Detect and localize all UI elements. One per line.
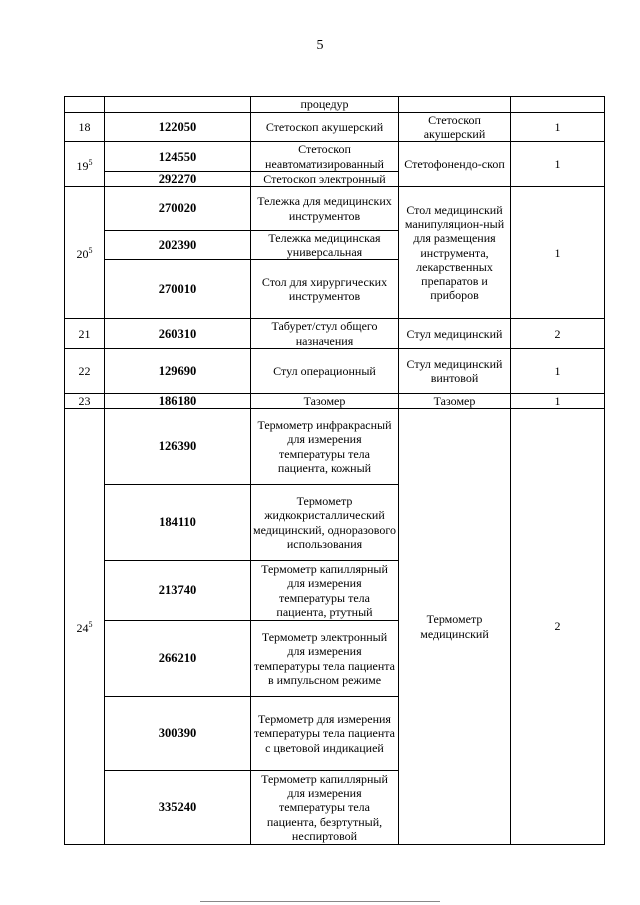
- cell-group: [399, 97, 511, 113]
- footnote-mark: 5: [88, 157, 93, 167]
- cell-num: [65, 142, 105, 187]
- cell-code: 213740: [105, 561, 251, 621]
- cell-qty: [511, 97, 605, 113]
- table-row: [65, 348, 605, 393]
- cell-name: Стетоскоп неавтоматизированный: [251, 142, 399, 171]
- table-row: [65, 319, 605, 348]
- cell-name: Термометр капиллярный для измерения температуры тела пациента, ртутный: [251, 561, 399, 621]
- cell-group: Тазомер: [399, 393, 511, 408]
- row-number: 19: [76, 158, 89, 173]
- cell-group: Стетоскоп акушерский: [399, 113, 511, 142]
- cell-qty: 2: [511, 319, 605, 348]
- footnote-mark: 5: [88, 246, 93, 256]
- cell-group: Стул медицинский винтовой: [399, 348, 511, 393]
- cell-qty: 1: [511, 113, 605, 142]
- cell-group: Стетофонендо-скоп: [399, 142, 511, 187]
- cell-name: Табурет/стул общего назначения: [251, 319, 399, 348]
- cell-code: 129690: [105, 348, 251, 393]
- cell-name: процедур: [251, 97, 399, 113]
- table-row: [65, 97, 605, 113]
- cell-name: Стул операционный: [251, 348, 399, 393]
- cell-name: Тележка для медицинских инструментов: [251, 187, 399, 231]
- cell-code: 300390: [105, 697, 251, 771]
- cell-code: 292270: [105, 171, 251, 186]
- table-row: [65, 187, 605, 231]
- table-row: [65, 142, 605, 171]
- row-number: 24: [76, 620, 89, 635]
- cell-code: 270020: [105, 187, 251, 231]
- cell-name: Термометр для измерения температуры тела пациента с цветовой индикацией: [251, 697, 399, 771]
- cell-group: Стул медицинский: [399, 319, 511, 348]
- page-edge-line: [200, 901, 440, 902]
- table-row: [65, 393, 605, 408]
- cell-qty: 2: [511, 409, 605, 845]
- table-row: [65, 409, 605, 485]
- table-row: [65, 113, 605, 142]
- cell-qty: 1: [511, 393, 605, 408]
- footnote-mark: 5: [88, 619, 93, 629]
- cell-name: Тазомер: [251, 393, 399, 408]
- cell-num: 23: [65, 393, 105, 408]
- cell-qty: 1: [511, 142, 605, 187]
- cell-code: 126390: [105, 409, 251, 485]
- cell-num: [65, 97, 105, 113]
- cell-code: 184110: [105, 485, 251, 561]
- cell-name: Стетоскоп акушерский: [251, 113, 399, 142]
- cell-name: Стетоскоп электронный: [251, 171, 399, 186]
- cell-code: 202390: [105, 231, 251, 260]
- row-number: 20: [76, 247, 89, 262]
- cell-code: 124550: [105, 142, 251, 171]
- cell-num: 18: [65, 113, 105, 142]
- cell-name: Термометр электронный для измерения температуры тела пациента в импульсном режиме: [251, 621, 399, 697]
- cell-code: 266210: [105, 621, 251, 697]
- cell-num: [65, 409, 105, 845]
- cell-name: Термометр жидкокристаллический медицинский, одноразового использования: [251, 485, 399, 561]
- cell-name: Тележка медицинская универсальная: [251, 231, 399, 260]
- page-number: 5: [316, 38, 324, 53]
- cell-group: Стол медицинский манипуляцион-ный для размещения инструмента, лекарственных препаратов и приборов: [399, 187, 511, 319]
- cell-code: 260310: [105, 319, 251, 348]
- cell-num: [65, 187, 105, 319]
- cell-code: [105, 97, 251, 113]
- cell-code: 186180: [105, 393, 251, 408]
- cell-name: Термометр капиллярный для измерения температуры тела пациента, безртутный, неспиртовой: [251, 771, 399, 845]
- equipment-table: [64, 96, 605, 845]
- cell-qty: 1: [511, 187, 605, 319]
- cell-num: 21: [65, 319, 105, 348]
- cell-name: Термометр инфракрасный для измерения температуры тела пациента, кожный: [251, 409, 399, 485]
- cell-name: Стол для хирургических инструментов: [251, 260, 399, 319]
- cell-qty: 1: [511, 348, 605, 393]
- cell-group: Термометр медицинский: [399, 409, 511, 845]
- cell-code: 270010: [105, 260, 251, 319]
- cell-num: 22: [65, 348, 105, 393]
- cell-code: 122050: [105, 113, 251, 142]
- cell-code: 335240: [105, 771, 251, 845]
